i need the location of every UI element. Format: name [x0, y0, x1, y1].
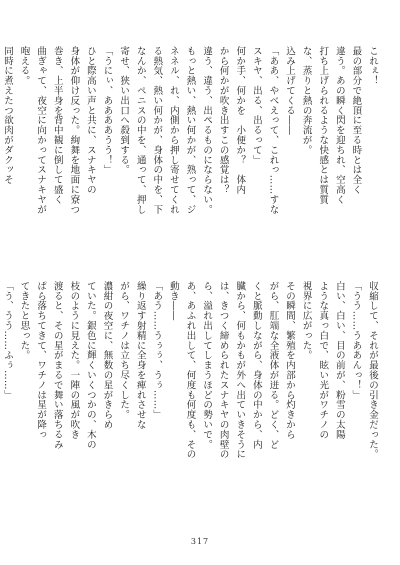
text-line: 臓から、何もかもが外へ出ていきそうに	[234, 281, 246, 460]
text-line: 白い、白い、目の前が、粉雪の太陽	[333, 281, 345, 440]
text-line: は、きつく締められたスナキヤの肉壁の	[217, 281, 229, 460]
text-line: がら、ワチノは立ち尽くした。	[118, 281, 130, 420]
text-line: 視界に広がった。	[300, 281, 312, 361]
top-text-block	[1, 46, 380, 271]
text-line: 最の部分で絶頂に至る時とは全く	[350, 46, 362, 195]
text-line: 寄せ、狭い出口へ殺到する。	[118, 46, 130, 175]
text-line: から何かが吹き出すこの感覚は？	[217, 46, 229, 195]
text-line: 収縮して、それが最後の引き金だった。	[367, 281, 378, 460]
text-line: 違う、違う、出ぺるものにならない。	[201, 46, 213, 215]
bottom-text-block	[1, 281, 380, 517]
text-line: 「うにぃ、ああああうう！」	[101, 46, 113, 175]
text-line: ひと際高い声と共に、スナキヤの	[84, 46, 96, 195]
text-line: てきたと思った。	[18, 281, 30, 361]
text-line: る熱気、熱い何かが、身体の中を、下	[151, 46, 163, 215]
text-line: 咆える。	[18, 46, 30, 86]
text-line: 枝のように見えた。一陣の風が吹き	[68, 281, 80, 440]
text-line: 身体が仰け反った。絢舞を地面に寮つ	[68, 46, 80, 215]
text-line: ていた。銀色に輝くいくつかの、木の	[84, 281, 96, 450]
text-line: ら、溢れ出してしまうほどの勢いで。	[201, 281, 213, 450]
text-line: 何か手、何かを 小便か？ 体内	[234, 46, 246, 195]
text-line: あ、あふれ出して、何度も何度も、その	[184, 281, 196, 460]
text-line: ぱら落ちてきて、ワチノは星が降っ	[35, 281, 47, 440]
text-line: スキヤ、出る、出るって」	[250, 46, 262, 165]
text-line: 渡ると、その星がまるで舞い落ちるみ	[51, 281, 63, 450]
text-line: その瞬間、繁殖を内部から灼きから	[284, 281, 296, 440]
text-line: 込み上げてくる――	[284, 46, 296, 136]
text-line: 打ち上げられるような快感とは質質	[317, 46, 329, 205]
text-line: なんか、ペニスの中を、通って、押し	[134, 46, 146, 215]
text-line: ネネル、れ、内側から押し寄せてくれ	[167, 46, 179, 215]
text-line: 曲ぎゃて、夜空に向かってスナキヤが	[35, 46, 47, 215]
text-line: 濃紺の夜空に、無数の星がきらめ	[101, 281, 113, 430]
text-line: 「あう……うぅぅ、うぅ……」	[151, 281, 163, 420]
text-line: がら、肛端な全液体が迸る。どく、ど	[267, 281, 279, 450]
text-line: ような真っ白で、眩い光がワチノの	[317, 281, 329, 440]
text-line: 「うう……うああんっ！」	[350, 281, 362, 400]
text-line: 巻き、上半身を背中観に倒して盛く	[51, 46, 63, 205]
text-line: これぇ！	[367, 46, 378, 86]
text-line: な、蒸りと熱の奔流が。	[300, 46, 312, 155]
text-line: 「う、うう……ふぅ……」	[1, 281, 13, 400]
page-number: 317	[190, 537, 210, 546]
text-line: くと脈動しながら、身体の中から、内	[250, 281, 262, 450]
text-line: 動き――	[167, 281, 179, 321]
text-line: 「ああ、やべえって、これっ……すな	[267, 46, 279, 215]
text-line: 繰り返す射精に全身を痺れさせな	[134, 281, 146, 430]
text-line: 違う。あの瞬く閃を迎ちれ、空高く	[333, 46, 345, 205]
text-line: 同時に煮えたつ欲肉がダクッそ	[1, 46, 13, 185]
text-line: もっと熱い、熱い何かが、熟って、ジ	[184, 46, 196, 215]
